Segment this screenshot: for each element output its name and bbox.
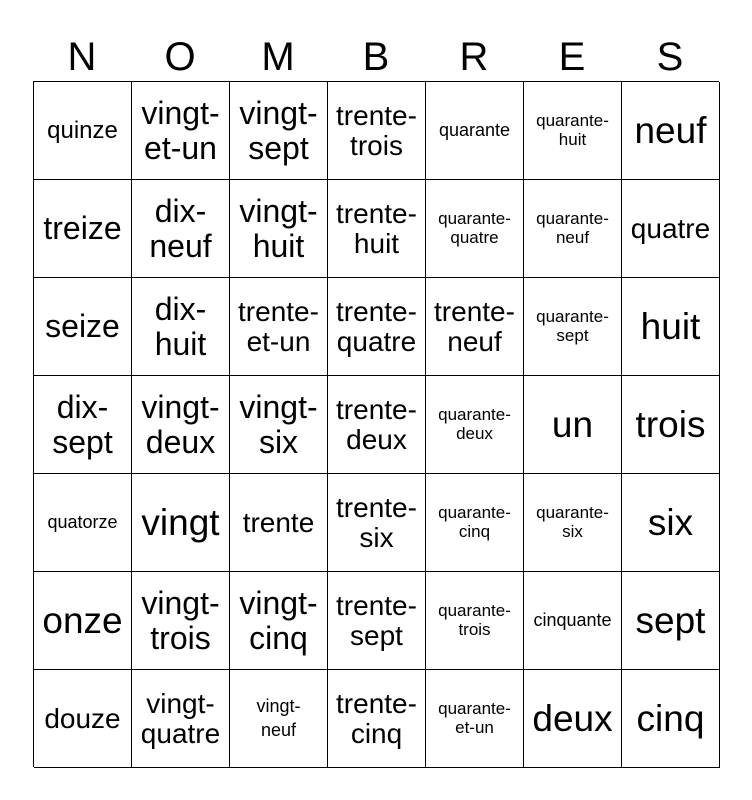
bingo-cell[interactable] <box>524 670 622 768</box>
bingo-cell[interactable] <box>524 376 622 474</box>
cell-text: vingt- six <box>239 389 318 460</box>
cell-text: trente- six <box>336 491 417 553</box>
bingo-cell[interactable] <box>230 278 328 376</box>
cell-text: cinq <box>636 697 705 739</box>
cell-text: trente- huit <box>336 197 417 259</box>
bingo-cell[interactable] <box>426 670 524 768</box>
bingo-cell[interactable] <box>426 474 524 572</box>
bingo-cell[interactable] <box>622 670 720 768</box>
cell-text: treize <box>43 210 122 247</box>
cell-text: douze <box>44 702 121 734</box>
cell-text: quarante <box>438 119 511 140</box>
cell-text: vingt- et-un <box>141 95 220 166</box>
bingo-cell[interactable] <box>132 474 230 572</box>
bingo-cell[interactable] <box>230 180 328 278</box>
bingo-cell[interactable] <box>34 82 132 180</box>
bingo-cell[interactable] <box>34 670 132 768</box>
bingo-cell[interactable] <box>328 572 426 670</box>
cell-text: neuf <box>634 109 707 151</box>
cell-text: trente- cinq <box>336 687 417 749</box>
cell-text: vingt- neuf <box>256 696 301 740</box>
bingo-cell[interactable] <box>230 82 328 180</box>
cell-text: trente- quatre <box>336 295 417 357</box>
cell-text: quarante- deux <box>438 405 511 443</box>
cell-text: quarante- neuf <box>536 209 609 247</box>
bingo-cell[interactable] <box>328 278 426 376</box>
cell-text: dix- sept <box>52 389 113 460</box>
bingo-cell[interactable] <box>426 82 524 180</box>
header-letter: M <box>261 35 295 79</box>
cell-text: onze <box>42 599 123 641</box>
cell-text: quinze <box>47 116 118 144</box>
header-letter: N <box>67 35 97 79</box>
bingo-cell[interactable] <box>524 474 622 572</box>
cell-text: trente- et-un <box>238 295 319 357</box>
cell-text: quarante- et-un <box>438 699 511 737</box>
bingo-cell[interactable] <box>426 572 524 670</box>
cell-text: quarante- trois <box>438 601 511 639</box>
bingo-cell[interactable] <box>132 180 230 278</box>
bingo-cell[interactable] <box>622 376 720 474</box>
cell-text: vingt- sept <box>239 95 318 166</box>
bingo-cell[interactable] <box>524 180 622 278</box>
bingo-cell[interactable] <box>426 278 524 376</box>
cell-text: quarante- quatre <box>438 209 511 247</box>
cell-text: quatre <box>630 212 711 244</box>
cell-text: six <box>647 501 694 543</box>
bingo-cell[interactable] <box>328 82 426 180</box>
cell-text: quarante- cinq <box>438 503 511 541</box>
cell-text: trente- sept <box>336 589 417 651</box>
bingo-cell[interactable] <box>622 572 720 670</box>
bingo-cell[interactable] <box>524 572 622 670</box>
cell-text: cinquante <box>533 609 612 630</box>
bingo-cell[interactable] <box>524 82 622 180</box>
bingo-cell[interactable] <box>132 670 230 768</box>
cell-text: quatorze <box>47 511 118 532</box>
bingo-cell[interactable] <box>34 278 132 376</box>
cell-text: quarante- six <box>536 503 609 541</box>
bingo-cell[interactable] <box>132 82 230 180</box>
cell-text: trente- deux <box>336 393 417 455</box>
bingo-cell[interactable] <box>622 278 720 376</box>
cell-text: trente- neuf <box>434 295 515 357</box>
bingo-cell[interactable] <box>524 278 622 376</box>
bingo-cell[interactable] <box>132 278 230 376</box>
cell-text: seize <box>45 308 120 345</box>
bingo-cell[interactable] <box>34 180 132 278</box>
bingo-cell[interactable] <box>426 180 524 278</box>
bingo-cell[interactable] <box>426 376 524 474</box>
bingo-cell[interactable] <box>132 376 230 474</box>
bingo-cell[interactable] <box>622 474 720 572</box>
cell-text: quarante- sept <box>536 307 609 345</box>
cell-text: vingt- trois <box>141 585 220 656</box>
bingo-cell[interactable] <box>230 474 328 572</box>
bingo-header <box>33 32 719 82</box>
bingo-cell[interactable] <box>328 670 426 768</box>
cell-text: vingt- cinq <box>239 585 318 656</box>
header-letter: B <box>362 35 390 79</box>
bingo-cell[interactable] <box>230 670 328 768</box>
cell-text: trente <box>242 506 315 538</box>
header-letter: R <box>459 35 489 79</box>
cell-text: trois <box>635 403 706 445</box>
bingo-grid <box>33 81 719 767</box>
header-letter: E <box>558 35 586 79</box>
bingo-cell[interactable] <box>328 376 426 474</box>
bingo-cell[interactable] <box>622 82 720 180</box>
cell-text: huit <box>640 305 701 347</box>
bingo-cell[interactable] <box>328 180 426 278</box>
bingo-cell[interactable] <box>34 572 132 670</box>
cell-text: vingt- quatre <box>140 687 221 749</box>
cell-text: vingt- deux <box>141 389 220 460</box>
bingo-cell[interactable] <box>34 474 132 572</box>
bingo-cell[interactable] <box>230 376 328 474</box>
cell-text: quarante- huit <box>536 111 609 149</box>
cell-text: deux <box>532 697 613 739</box>
cell-text: dix- huit <box>154 291 207 362</box>
bingo-cell[interactable] <box>132 572 230 670</box>
cell-text: dix- neuf <box>149 193 212 264</box>
cell-text: sept <box>635 599 706 641</box>
cell-text: vingt- huit <box>239 193 318 264</box>
header-letter: S <box>656 35 684 79</box>
cell-text: trente- trois <box>336 99 417 161</box>
bingo-cell[interactable] <box>328 474 426 572</box>
cell-text: un <box>551 403 594 445</box>
bingo-cell[interactable] <box>34 376 132 474</box>
header-letter: O <box>164 35 196 79</box>
cell-text: vingt <box>141 501 220 543</box>
bingo-cell[interactable] <box>230 572 328 670</box>
bingo-cell[interactable] <box>622 180 720 278</box>
